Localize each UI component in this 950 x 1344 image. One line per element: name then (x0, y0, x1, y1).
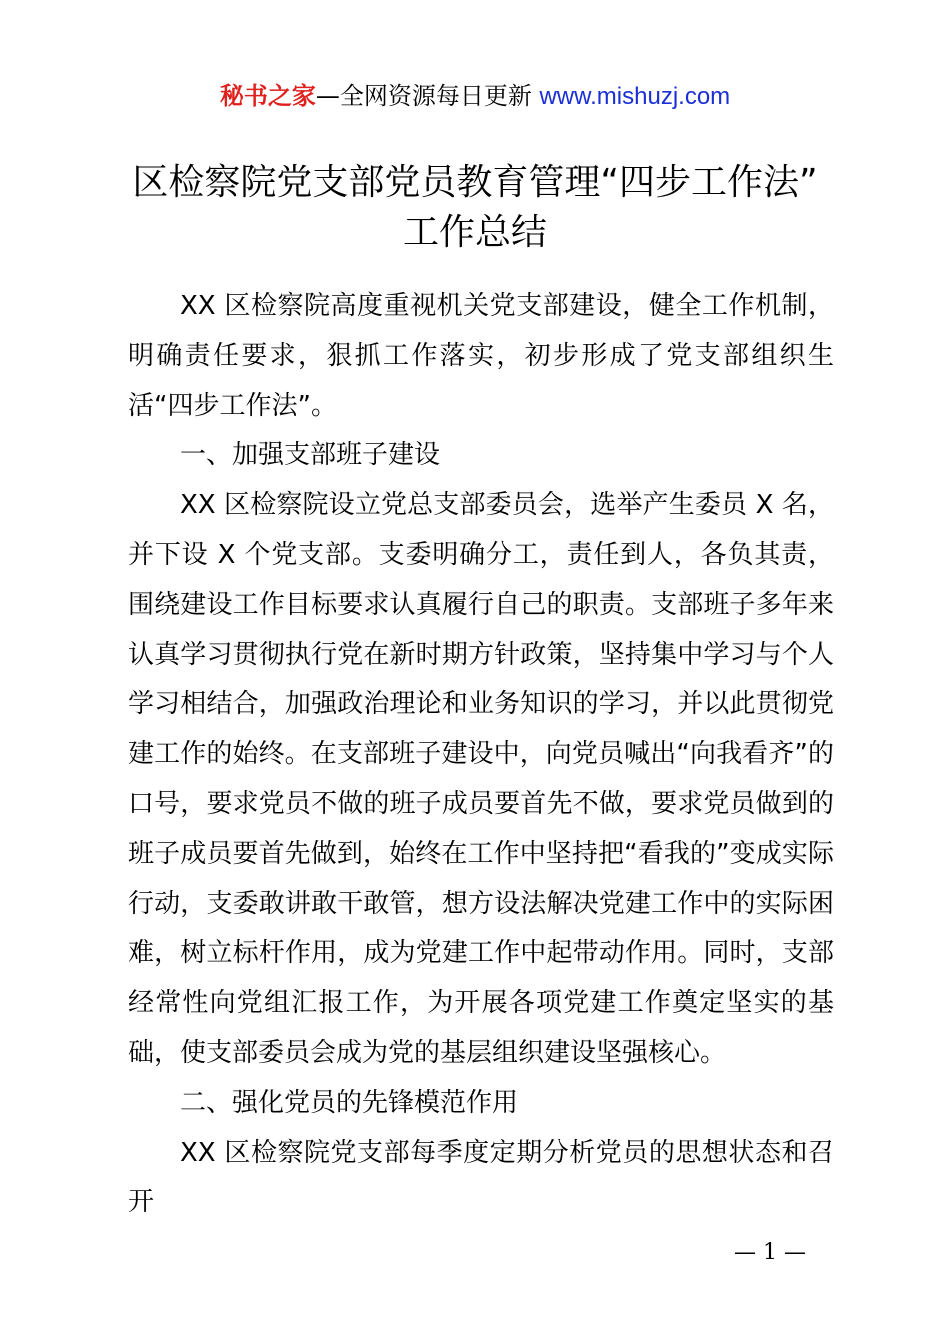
intro-paragraph: XX 区检察院高度重视机关党支部建设，健全工作机制，明确责任要求，狠抓工作落实，初步形成了党支部组织生活“四步工作法”。 (128, 291, 834, 421)
title-line-2: 工作总结 (402, 212, 547, 253)
site-url-link[interactable]: www.mishuzj.com (539, 83, 731, 110)
section-2-heading: 二、强化党员的先锋模范作用 (180, 1087, 519, 1118)
section-1-paragraph: XX 区检察院设立党总支部委员会，选举产生委员 X 名，并下设 X 个党支部。支委明确分工，责任到人，各负其责，围绕建设工作目标要求认真履行自己的职责。支部班子多年来认真学习贯彻执行党在新时期方针政策，坚持集中学习与个人学习相结合，加强政治理论和业务知识的学习，并以此贯彻党建工作的始终。在支部班子建设中，向党员喊出“向我看齐”的口号，要求党员不做的班子成员要首先不做，要求党员做到的班子成员要首先做到，始终在工作中坚持把“看我的”变成实际行动，支委敢讲敢干敢管，想方设法解决党建工作中的实际困难，树立标杆作用，成为党建工作中起带动作用。同时，支部经常性向党组汇报工作，为开展各项党建工作奠定坚实的基础，使支部委员会成为党的基层组织建设坚强核心。 (128, 490, 834, 1068)
title-line-1: 区检察院党支部党员教育管理“四步工作法” (132, 162, 818, 203)
page-number: — 1 — (734, 1240, 806, 1265)
document-title (0, 158, 950, 258)
section-2-paragraph: XX 区检察院党支部每季度定期分析党员的思想状态和召开 (128, 1137, 834, 1218)
brand-name: 秘书之家 (219, 82, 316, 110)
document-body (128, 282, 834, 1228)
section-1-heading: 一、加强支部班子建设 (180, 440, 441, 471)
site-header (0, 78, 950, 115)
header-tagline: —全网资源每日更新 (315, 82, 540, 110)
